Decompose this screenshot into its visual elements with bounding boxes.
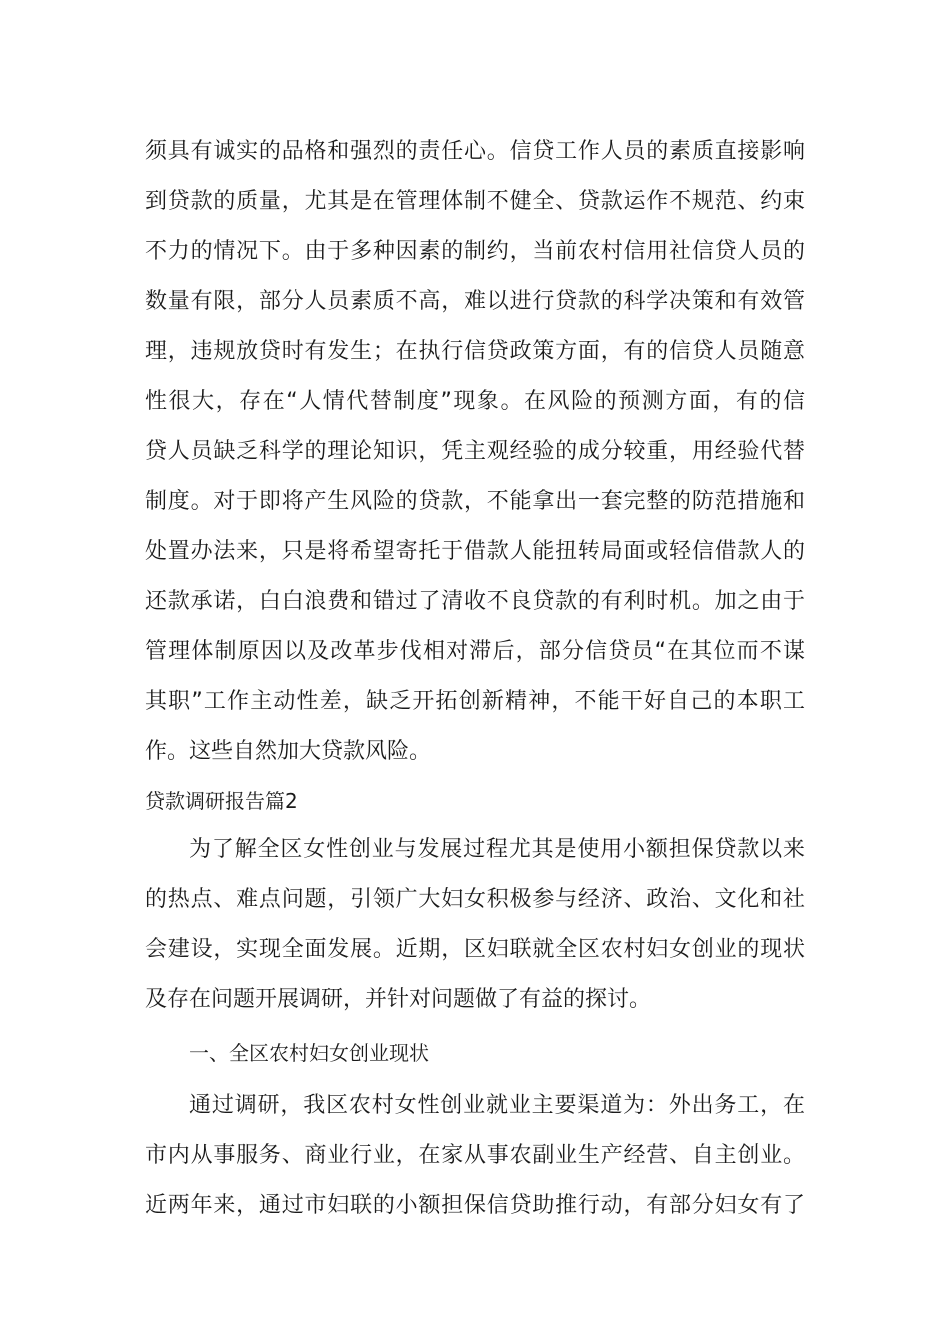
paragraph-line: 制度。对于即将产生风险的贷款，不能拿出一套完整的防范措施和 xyxy=(145,489,805,514)
paragraph-line: 及存在问题开展调研，并针对问题做了有益的探讨。 xyxy=(145,987,652,1012)
paragraph-line: 须具有诚实的品格和强烈的责任心。信贷工作人员的素质直接影响 xyxy=(145,139,805,164)
subsection-title: 一、全区农村妇女创业现状 xyxy=(189,1041,429,1065)
paragraph-line: 近两年来，通过市妇联的小额担保信贷助推行动，有部分妇女有了 xyxy=(145,1193,805,1218)
paragraph-line: 市内从事服务、商业行业，在家从事农副业生产经营、自主创业。 xyxy=(145,1143,805,1168)
paragraph-line: 会建设，实现全面发展。近期，区妇联就全区农村妇女创业的现状 xyxy=(145,937,805,962)
paragraph-line: 性很大，存在“人情代替制度”现象。在风险的预测方面，有的信 xyxy=(145,389,805,414)
paragraph-line: 的热点、难点问题，引领广大妇女积极参与经济、政治、文化和社 xyxy=(145,887,805,912)
paragraph-line: 还款承诺，白白浪费和错过了清收不良贷款的有利时机。加之由于 xyxy=(145,589,805,614)
paragraph-line: 作。这些自然加大贷款风险。 xyxy=(145,739,432,764)
paragraph-line: 理，违规放贷时有发生；在执行信贷政策方面，有的信贷人员随意 xyxy=(145,339,805,364)
paragraph-line: 贷人员缺乏科学的理论知识，凭主观经验的成分较重，用经验代替 xyxy=(145,439,805,464)
paragraph-line: 处置办法来，只是将希望寄托于借款人能扭转局面或轻信借款人的 xyxy=(145,539,805,564)
section-title: 贷款调研报告篇2 xyxy=(145,789,298,813)
paragraph-line: 其职”工作主动性差，缺乏开拓创新精神，不能干好自己的本职工 xyxy=(145,689,805,714)
paragraph-line: 管理体制原因以及改革步伐相对滞后，部分信贷员“在其位而不谋 xyxy=(145,639,805,664)
paragraph-line: 不力的情况下。由于多种因素的制约，当前农村信用社信贷人员的 xyxy=(145,239,805,264)
paragraph-line: 到贷款的质量，尤其是在管理体制不健全、贷款运作不规范、约束 xyxy=(145,189,805,214)
paragraph-line: 数量有限，部分人员素质不高，难以进行贷款的科学决策和有效管 xyxy=(145,289,805,314)
paragraph-line: 为了解全区女性创业与发展过程尤其是使用小额担保贷款以来 xyxy=(189,837,805,862)
document-body xyxy=(145,127,805,1231)
paragraph-line: 通过调研，我区农村女性创业就业主要渠道为：外出务工，在 xyxy=(189,1093,805,1118)
